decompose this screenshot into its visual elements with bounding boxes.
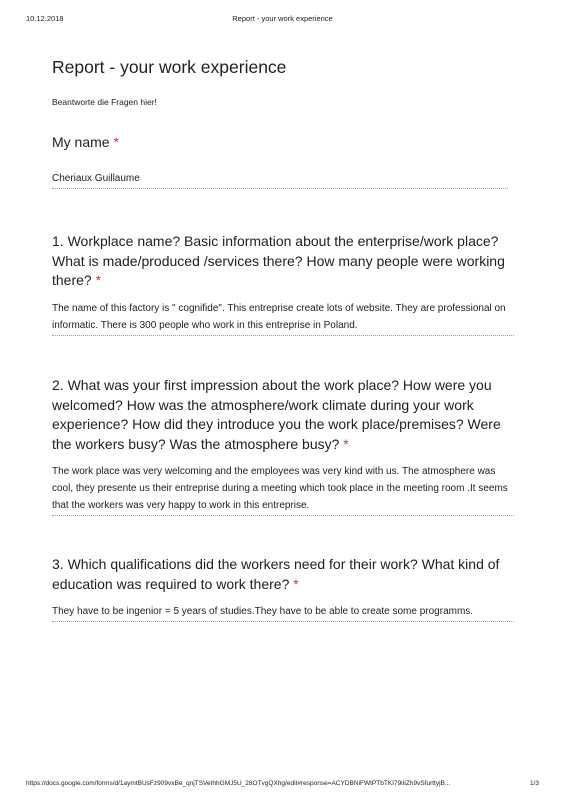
answer-field[interactable]: The work place was very welcoming and the employees was very kind with us. The atmosphere was cool, they presente us their entreprise during a meeting which took place in the meeting room .It seems that the workers was very happy to work in this entreprise. [52,463,514,516]
question-name [52,133,514,189]
question-text: 1. Workplace name? Basic information about the enterprise/work place? What is made/produced /services there? How many people were working there? [52,233,505,288]
required-asterisk: * [95,272,102,288]
answer-field[interactable]: Cheriaux Guillaume [52,170,508,189]
question-title [52,133,514,153]
answer-field[interactable]: They have to be ingenior = 5 years of studies.They have to be able to create some programms. [52,603,514,622]
question-title [52,555,514,594]
question-text: My name [52,134,110,150]
print-date: 10.12.2018 [26,14,64,23]
question-1 [52,232,514,336]
question-text: 3. Which qualifications did the workers need for their work? What kind of education was required to work there? [52,556,500,592]
question-3 [52,555,514,622]
answer-field[interactable]: The name of this factory is " cognifide". This entreprise create lots of website. They are professional on informatic. There is 300 people who work in this entreprise in Poland. [52,300,514,336]
required-asterisk: * [343,435,349,452]
required-asterisk: * [293,575,299,592]
form-title: Report - your work experience [52,57,287,77]
print-header [26,14,539,26]
print-page-title: Report - your work experience [232,14,333,23]
question-title [52,376,514,454]
print-url: https://docs.google.com/forms/d/1aymtBUsFz909vxBe_qnjTSVeIhhGMJ5U_28OTvgQXhg/edit#response=ACYDBNiFWtPTbTKI79iIiZh9vSfurttyjB... [26,780,451,787]
print-footer [26,780,539,792]
required-asterisk: * [113,134,119,150]
question-2 [52,376,514,516]
question-title [52,232,514,291]
page-number: 1/3 [529,780,539,787]
question-text: 2. What was your first impression about the work place? How were you welcomed? How was the atmosphere/work climate during your work experience? How did they introduce you the work place/premises? Were the workers busy? Was the atmosphere busy? [52,377,501,452]
form-description: Beantworte die Fragen hier! [52,97,157,107]
